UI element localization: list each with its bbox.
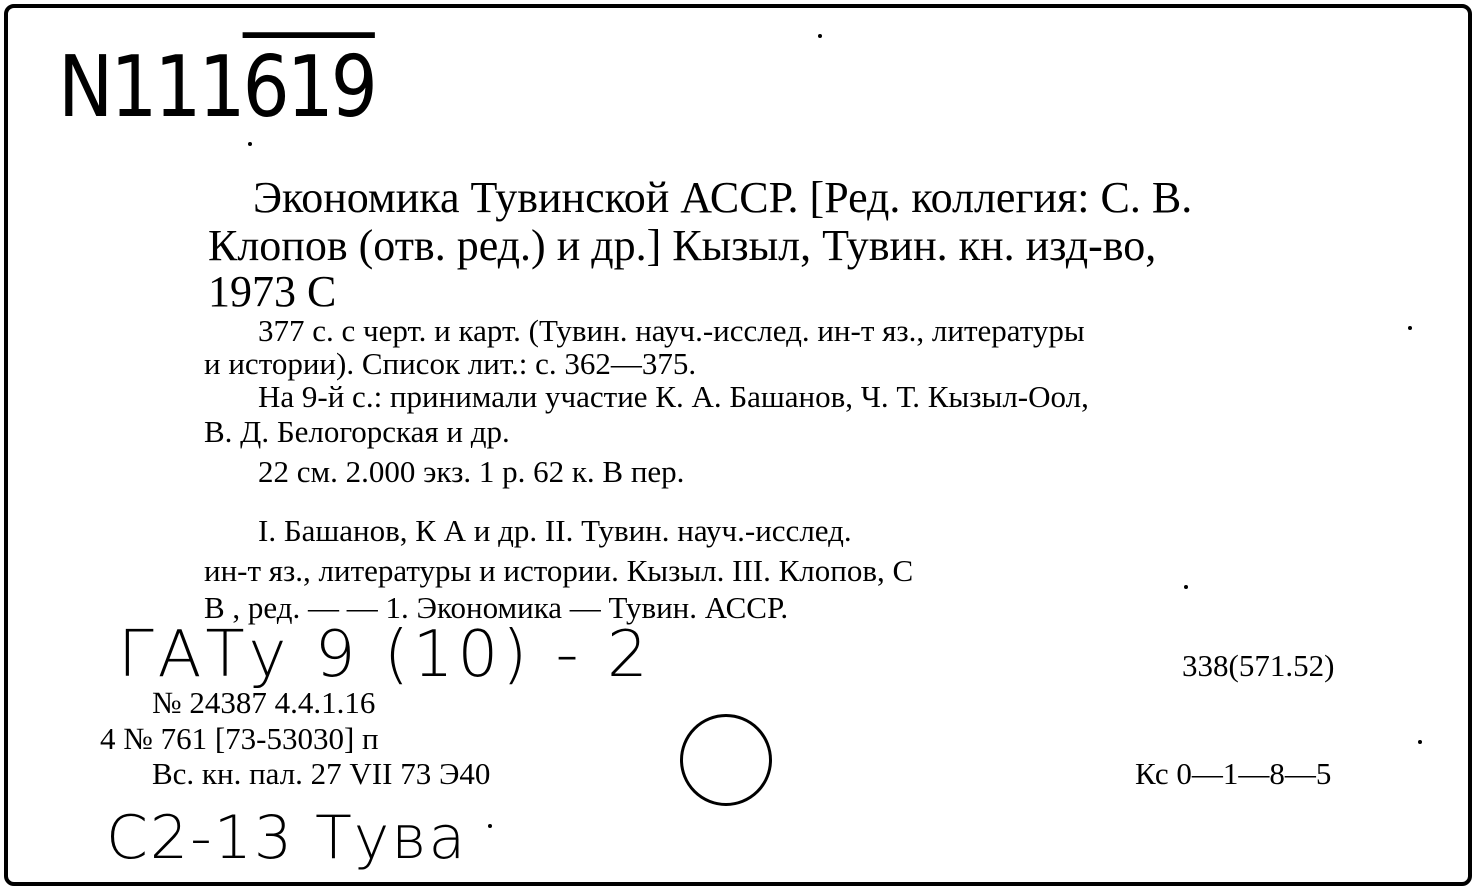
handwritten-archive-note: ГАТу 9 (10) - 2 (118, 618, 652, 692)
scan-speck (1408, 326, 1412, 330)
description-line-2: и истории). Список лит.: с. 362—375. (204, 346, 697, 381)
shelf-mark-number: 619 (242, 38, 375, 137)
shelf-mark (58, 38, 375, 137)
print-order-line: 4 № 761 [73-53030] п (100, 721, 379, 756)
handwritten-location-note: С2-13 Тува (106, 803, 468, 873)
shelf-mark-prefix: N111 (58, 38, 243, 137)
title-line-1: Экономика Тувинской АССР. [Ред. коллегия: С. В. (253, 173, 1193, 222)
title-line-2: Клопов (отв. ред.) и др.] Кызыл, Тувин. кн. изд-во, (208, 221, 1157, 270)
description-line-5: 22 см. 2.000 экз. 1 р. 62 к. В пер. (258, 454, 685, 489)
description-line-3: На 9-й с.: принимали участие К. А. Башанов, Ч. Т. Кызыл-Оол, (258, 379, 1089, 414)
accession-line: № 24387 4.4.1.16 (152, 685, 376, 720)
description-line-1: 377 с. с черт. и карт. (Тувин. науч.-исслед. ин-т яз., литературы (258, 313, 1085, 348)
tracing-line-2: ин-т яз., литературы и истории. Кызыл. III. Клопов, С (204, 553, 914, 588)
tracing-line-3: В , ред. — — 1. Экономика — Тувин. АССР. (204, 590, 789, 625)
scan-speck (488, 824, 492, 828)
scan-speck (1418, 740, 1422, 744)
tracing-line-1: I. Башанов, К А и др. II. Тувин. науч.-исслед. (258, 513, 852, 548)
scan-speck (248, 142, 252, 146)
scan-speck (1184, 585, 1188, 589)
printing-date-line: Вс. кн. пал. 27 VII 73 Э40 (152, 756, 491, 791)
card-code: Кс 0—1—8—5 (1135, 756, 1332, 791)
description-line-4: В. Д. Белогорская и др. (204, 414, 510, 449)
catalog-card (4, 4, 1472, 886)
punch-hole (680, 714, 772, 806)
title-line-3: 1973 С (208, 267, 337, 316)
scan-speck (818, 34, 822, 38)
classification-code: 338(571.52) (1182, 648, 1335, 683)
